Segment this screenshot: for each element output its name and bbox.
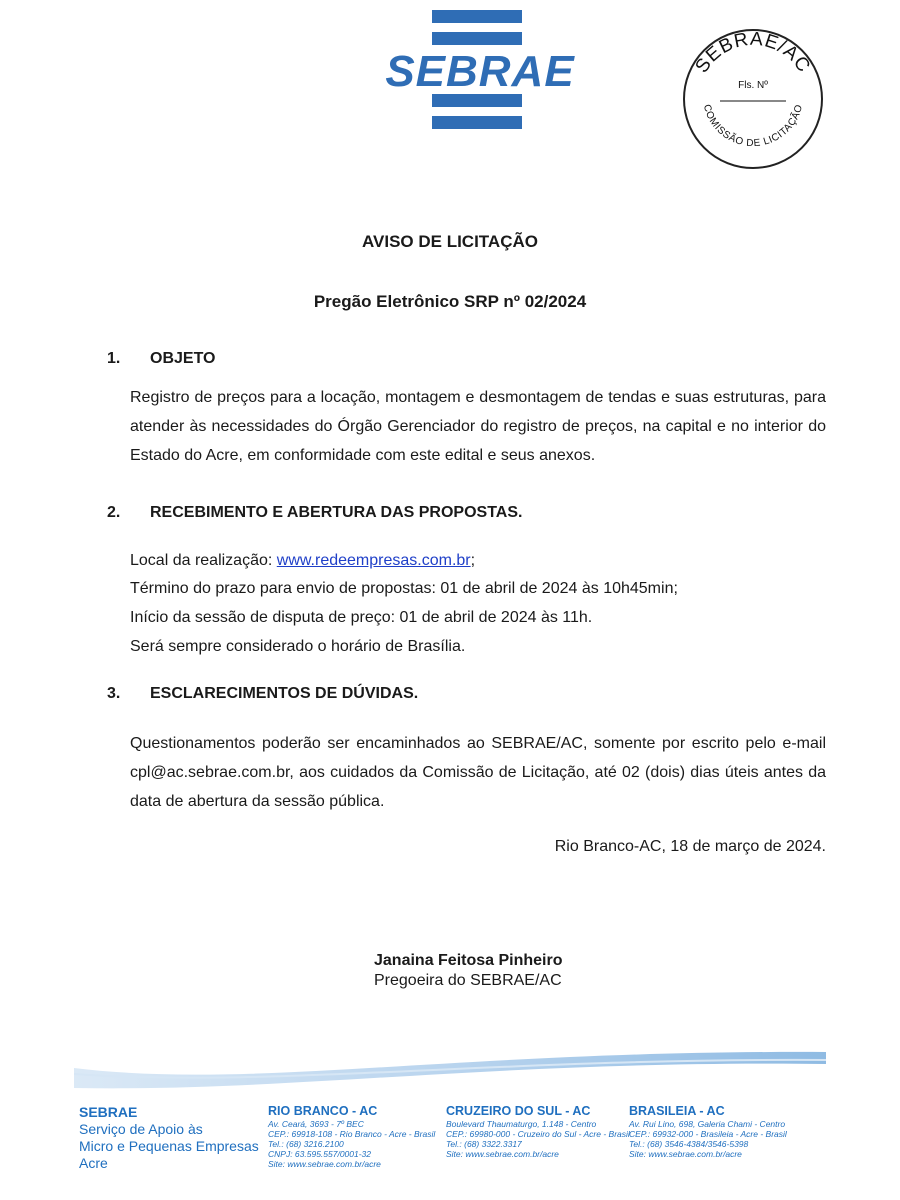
- document-date: Rio Branco-AC, 18 de março de 2024.: [554, 838, 826, 855]
- stamp-top-text: SEBRAE/AC: [691, 28, 815, 77]
- office-title: CRUZEIRO DO SUL - AC: [446, 1104, 591, 1118]
- section-title: ESCLARECIMENTOS DE DÚVIDAS.: [150, 685, 419, 702]
- office-line: CNPJ: 63.595.557/0001-32: [268, 1149, 372, 1159]
- section-paragraph: Questionamentos poderão ser encaminhados ao SEBRAE/AC, somente por escrito pelo e-mail cpl@ac.sebrae.com.br, aos cuidados da Comissão de Licitação, até 02 (dois) dias úteis antes da data de abertura da sessão pública.: [130, 735, 826, 810]
- sebrae-logo: [368, 10, 592, 130]
- section-number: 1.: [107, 350, 121, 367]
- footer-organization: [79, 1104, 259, 1172]
- office-title: RIO BRANCO - AC: [268, 1104, 378, 1118]
- office-line: Boulevard Thaumaturgo, 1.148 - Centro: [446, 1119, 597, 1129]
- office-line: Tel.: (68) 3322.3317: [446, 1139, 522, 1149]
- office-line: Tel.: (68) 3216.2100: [268, 1139, 344, 1149]
- office-line: CEP.: 69918-108 - Rio Branco - Acre - Brasil: [268, 1129, 436, 1139]
- logo-text: SEBRAE: [385, 47, 575, 96]
- office-line: Av. Rui Lino, 698, Galeria Chami - Centro: [629, 1119, 786, 1129]
- commission-stamp: [682, 28, 824, 170]
- website-link[interactable]: www.redeempresas.com.br: [276, 552, 471, 569]
- stamp-bottom-text: COMISSÃO DE LICITAÇÃO: [700, 103, 806, 150]
- section-number: 2.: [107, 504, 121, 521]
- footer-org-line: Acre: [79, 1155, 108, 1171]
- document-title: AVISO DE LICITAÇÃO: [362, 232, 538, 251]
- footer-org-line: Serviço de Apoio às: [79, 1121, 203, 1137]
- svg-text:SEBRAE/AC: [692, 29, 815, 77]
- section-number: 3.: [107, 685, 121, 702]
- local-line: [130, 552, 475, 570]
- footer-office-rio-branco: [268, 1104, 435, 1169]
- office-line: Site: www.sebrae.com.br/acre: [446, 1149, 559, 1159]
- stamp-fls-label: Fls. Nº: [738, 80, 768, 91]
- signatory-role: Pregoeira do SEBRAE/AC: [374, 972, 562, 989]
- footer-wave-decoration: [74, 1030, 826, 1090]
- deadline-line: Término do prazo para envio de propostas: 01 de abril de 2024 às 10h45min;: [130, 580, 678, 597]
- session-start-line: Início da sessão de disputa de preço: 01 de abril de 2024 às 11h.: [130, 609, 593, 626]
- footer-office-cruzeiro-do-sul: [446, 1104, 630, 1159]
- office-line: Av. Ceará, 3693 - 7º BEC: [268, 1119, 364, 1129]
- footer-org-line: Micro e Pequenas Empresas: [79, 1138, 259, 1154]
- footer-office-brasileia: [629, 1104, 787, 1159]
- section-title: RECEBIMENTO E ABERTURA DAS PROPOSTAS.: [150, 504, 523, 521]
- office-line: CEP.: 69932-000 - Brasileia - Acre - Brasil: [629, 1129, 787, 1139]
- local-label: Local da realização:: [130, 552, 277, 569]
- document-subtitle: Pregão Eletrônico SRP nº 02/2024: [313, 292, 587, 311]
- svg-text:COMISSÃO DE LICITAÇÃO: [701, 103, 805, 149]
- office-line: Site: www.sebrae.com.br/acre: [268, 1159, 381, 1169]
- signatory-name: Janaina Feitosa Pinheiro: [374, 952, 563, 969]
- office-line: Site: www.sebrae.com.br/acre: [629, 1149, 742, 1159]
- timezone-line: Será sempre considerado o horário de Brasília.: [130, 638, 466, 655]
- local-suffix: ;: [470, 552, 476, 569]
- section-title: OBJETO: [150, 350, 216, 367]
- office-title: BRASILEIA - AC: [629, 1104, 725, 1118]
- office-line: CEP.: 69980-000 - Cruzeiro do Sul - Acre - Brasil: [446, 1129, 630, 1139]
- section-paragraph: Registro de preços para a locação, montagem e desmontagem de tendas e suas estruturas, para atender às necessidades do Órgão Gerenciador do registro de preços, na capital e no interior do Estado do Acre, em conformidade com este edital e seus anexos.: [130, 389, 826, 464]
- office-line: Tel.: (68) 3546-4384/3546-5398: [629, 1139, 749, 1149]
- footer-org-name: SEBRAE: [79, 1104, 138, 1120]
